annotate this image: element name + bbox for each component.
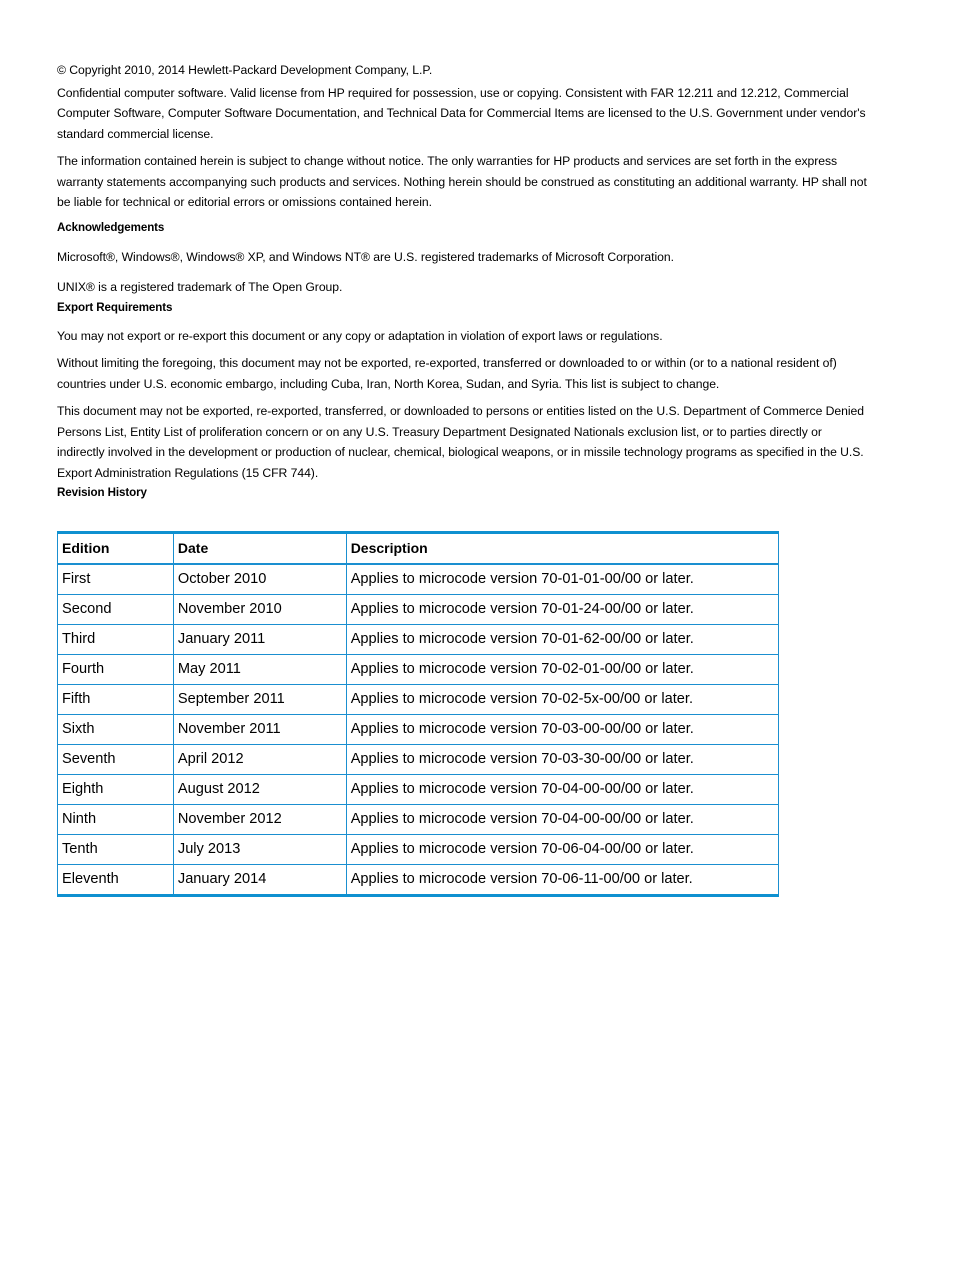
table-row xyxy=(58,625,779,655)
edition-cell: Second xyxy=(58,595,174,625)
description-cell: Applies to microcode version 70-06-11-00/00 or later. xyxy=(346,865,778,896)
description-cell: Applies to microcode version 70-04-00-00/00 or later. xyxy=(346,775,778,805)
export-requirements-heading: Export Requirements xyxy=(57,300,173,314)
description-cell: Applies to microcode version 70-04-00-00/00 or later. xyxy=(346,805,778,835)
date-cell: September 2011 xyxy=(173,685,346,715)
export-paragraph-2: Without limiting the foregoing, this document may not be exported, re-exported, transferred or downloaded to or within (or to a national resident of) countries under U.S. economic embargo, including Cuba, Iran, North Korea, Sudan, and Syria. This list is subject to change. xyxy=(57,356,837,391)
description-cell: Applies to microcode version 70-01-62-00/00 or later. xyxy=(346,625,778,655)
date-cell: November 2012 xyxy=(173,805,346,835)
unix-trademark-paragraph: UNIX® is a registered trademark of The Open Group. xyxy=(57,280,343,294)
edition-cell: Eighth xyxy=(58,775,174,805)
description-cell: Applies to microcode version 70-03-00-00/00 or later. xyxy=(346,715,778,745)
table-row xyxy=(58,835,779,865)
description-cell: Applies to microcode version 70-02-5x-00/00 or later. xyxy=(346,685,778,715)
copyright-notice: © Copyright 2010, 2014 Hewlett-Packard Development Company, L.P. xyxy=(57,63,433,77)
legal-notices-page xyxy=(57,60,869,511)
edition-cell: Seventh xyxy=(58,745,174,775)
table-row xyxy=(58,775,779,805)
date-cell: April 2012 xyxy=(173,745,346,775)
description-cell: Applies to microcode version 70-01-24-00/00 or later. xyxy=(346,595,778,625)
warranty-paragraph: The information contained herein is subject to change without notice. The only warranties for HP products and services are set forth in the express warranty statements accompanying such products and services. Nothing herein should be construed as constituting an additional warranty. HP shall not be liable for technical or editorial errors or omissions contained herein. xyxy=(57,154,867,209)
microsoft-trademark-paragraph: Microsoft®, Windows®, Windows® XP, and Windows NT® are U.S. registered trademarks of Microsoft Corporation. xyxy=(57,249,674,264)
column-header-date: Date xyxy=(173,533,346,565)
license-paragraph: Confidential computer software. Valid license from HP required for possession, use or copying. Consistent with FAR 12.211 and 12.212, Commercial Computer Software, Computer Software Documentation, and Technical Data for Commercial Items are licensed to the U.S. Government under vendor's standard commercial license. xyxy=(57,85,866,141)
acknowledgements-heading: Acknowledgements xyxy=(57,220,165,234)
table-row xyxy=(58,805,779,835)
edition-cell: Tenth xyxy=(58,835,174,865)
edition-cell: Fourth xyxy=(58,655,174,685)
column-header-edition: Edition xyxy=(58,533,174,565)
revision-history-table xyxy=(57,531,779,897)
date-cell: January 2011 xyxy=(173,625,346,655)
table-row xyxy=(58,715,779,745)
table-header-row xyxy=(58,533,779,565)
export-paragraph-3: This document may not be exported, re-exported, transferred, or downloaded to persons or entities listed on the U.S. Department of Commerce Denied Persons List, Entity List of proliferation concern or on any U.S. Treasury Department Designated Nationals exclusion list, or to parties directly or indirectly involved in the development or production of nuclear, chemical, biological weapons, or in missile technology programs as specified in the U.S. Export Administration Regulations (15 CFR 744). xyxy=(57,404,864,480)
table-row xyxy=(58,745,779,775)
description-cell: Applies to microcode version 70-06-04-00/00 or later. xyxy=(346,835,778,865)
table-row xyxy=(58,865,779,896)
description-cell: Applies to microcode version 70-02-01-00/00 or later. xyxy=(346,655,778,685)
description-cell: Applies to microcode version 70-01-01-00/00 or later. xyxy=(346,564,778,595)
column-header-description: Description xyxy=(346,533,778,565)
date-cell: January 2014 xyxy=(173,865,346,896)
table-row xyxy=(58,595,779,625)
edition-cell: Ninth xyxy=(58,805,174,835)
table-row xyxy=(58,685,779,715)
date-cell: November 2011 xyxy=(173,715,346,745)
table-row xyxy=(58,655,779,685)
edition-cell: Sixth xyxy=(58,715,174,745)
edition-cell: First xyxy=(58,564,174,595)
date-cell: October 2010 xyxy=(173,564,346,595)
edition-cell: Fifth xyxy=(58,685,174,715)
table-row xyxy=(58,564,779,595)
export-paragraph-1: You may not export or re-export this document or any copy or adaptation in violation of export laws or regulations. xyxy=(57,328,663,343)
description-cell: Applies to microcode version 70-03-30-00/00 or later. xyxy=(346,745,778,775)
edition-cell: Third xyxy=(58,625,174,655)
date-cell: August 2012 xyxy=(173,775,346,805)
date-cell: July 2013 xyxy=(173,835,346,865)
edition-cell: Eleventh xyxy=(58,865,174,896)
date-cell: May 2011 xyxy=(173,655,346,685)
revision-history-heading: Revision History xyxy=(57,486,147,499)
date-cell: November 2010 xyxy=(173,595,346,625)
